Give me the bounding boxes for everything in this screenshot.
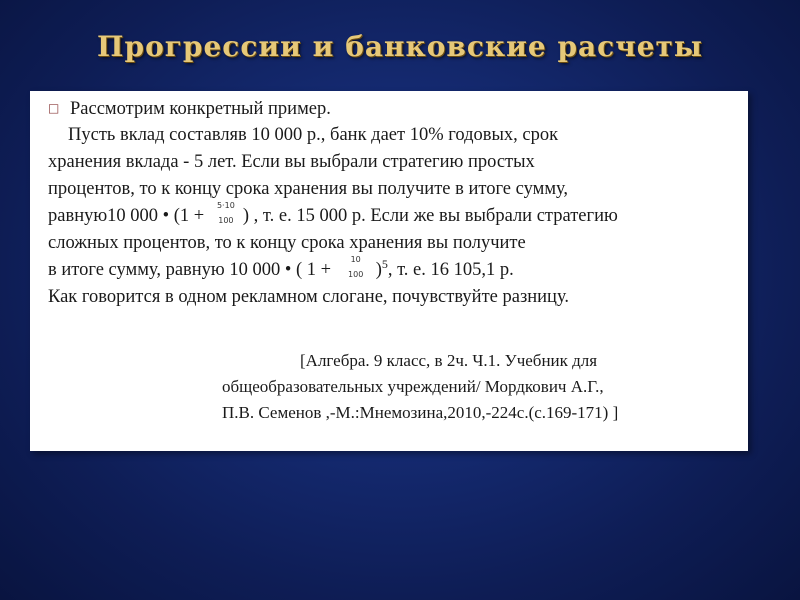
formula-text: ) , т. е. 15 000 р. Если же вы выбрали стратегию: [242, 206, 618, 226]
formula-text: равную10 000 • (1 +: [48, 206, 209, 226]
bullet-line: [48, 95, 618, 122]
fraction-simple: [209, 200, 243, 227]
paragraph-line: сложных процентов, то к концу срока хранения вы получите: [48, 233, 526, 253]
paragraph-line: Как говорится в одном рекламном слогане, почувствуйте разницу.: [48, 287, 569, 307]
formula-line-simple: [48, 200, 618, 230]
paragraph-line: процентов, то к концу срока хранения вы получите в итоге сумму,: [48, 179, 569, 199]
paragraph-line: Пусть вклад составляв 10 000 р., банк дает 10% годовых, срок: [68, 125, 559, 145]
fraction-numerator: 10: [350, 254, 361, 264]
formula-text: в итоге сумму, равную 10 000 • ( 1 +: [48, 260, 336, 280]
formula-line-compound: [48, 254, 618, 284]
exponent: 5: [381, 256, 388, 271]
bullet-text: Рассмотрим конкретный пример.: [70, 99, 331, 119]
content-box: [30, 91, 748, 451]
reference-line: П.В. Семенов ,-М.:Мнемозина,2010,-224с.(с.169-171) ]: [222, 403, 619, 422]
formula-text: , т. е. 16 105,1 р.: [387, 260, 514, 280]
reference-line: общеобразовательных учреждений/ Мордкович А.Г.,: [222, 377, 604, 396]
fraction-denominator: 100: [348, 269, 364, 279]
paragraph-line: хранения вклада - 5 лет. Если вы выбрали стратегию простых: [48, 152, 535, 172]
bullet-icon: □: [48, 101, 60, 115]
reference-line: [Алгебра. 9 класс, в 2ч. Ч.1. Учебник для: [300, 351, 598, 370]
body-text: [48, 95, 618, 311]
fraction-compound: [336, 254, 376, 281]
fraction-denominator: 100: [218, 215, 234, 225]
formula-text: ): [375, 260, 382, 280]
fraction-numerator: 5·10: [216, 200, 235, 210]
slide-title: Прогрессии и банковские расчеты: [97, 30, 703, 63]
